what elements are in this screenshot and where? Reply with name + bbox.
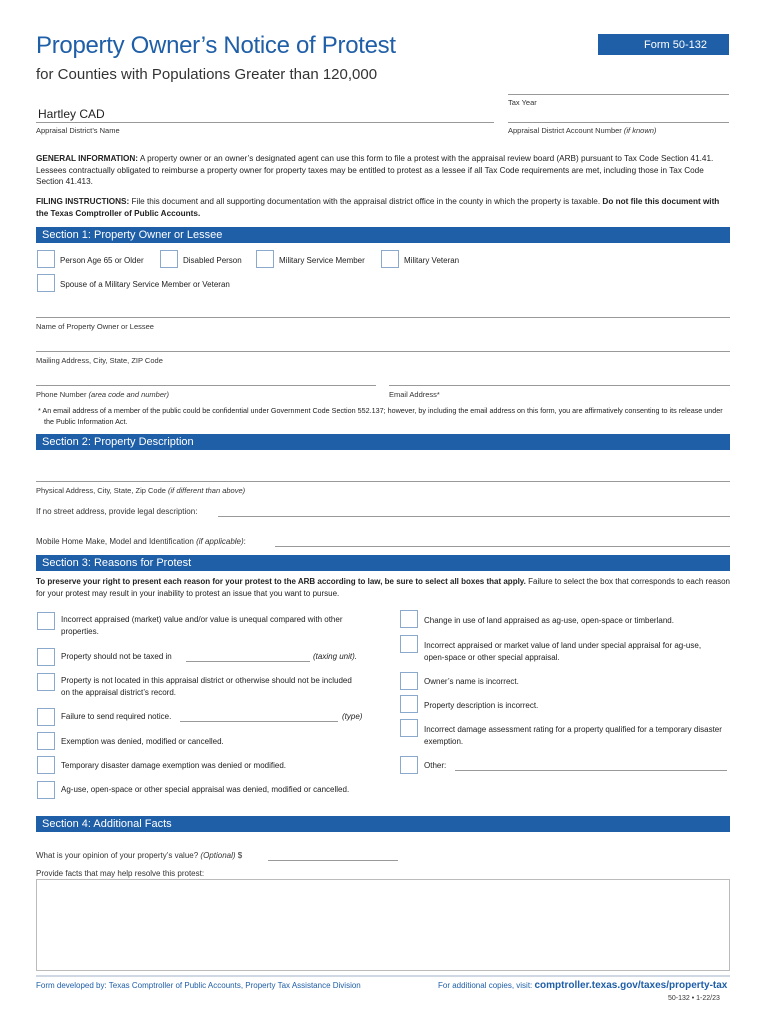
account-number-line[interactable] xyxy=(508,122,729,123)
reason-disaster-exemption-label: Temporary disaster damage exemption was denied or modified. xyxy=(61,761,287,770)
reason-property-description-label: Property description is incorrect. xyxy=(424,701,539,710)
reason-unequal-value-checkbox[interactable] xyxy=(37,612,55,630)
reason-owner-name-checkbox[interactable] xyxy=(400,672,418,690)
email-label: Email Address* xyxy=(389,390,440,399)
reason-not-located-checkbox[interactable] xyxy=(37,673,55,691)
reason-not-taxed-label: Property should not be taxed in xyxy=(61,652,172,661)
taxing-unit-note: (taxing unit). xyxy=(313,652,358,661)
reason-property-description-checkbox[interactable] xyxy=(400,695,418,713)
mailing-address-label: Mailing Address, City, State, ZIP Code xyxy=(36,356,163,365)
email-footnote: * An email address of a member of the public could be confidential under Government Code Section 552.137; however, by including the email address on this form, you are affirmatively consenting to its release under the Public Information Act. xyxy=(38,406,723,426)
age-65-label: Person Age 65 or Older xyxy=(60,256,144,265)
reason-change-in-use-label: Change in use of land appraised as ag-use, open-space or timberland. xyxy=(424,616,674,625)
reason-not-taxed-checkbox[interactable] xyxy=(37,648,55,666)
section4-header: Section 4: Additional Facts xyxy=(36,816,730,832)
reason-disaster-exemption-checkbox[interactable] xyxy=(37,756,55,774)
owner-name-line[interactable] xyxy=(36,317,730,318)
email-line[interactable] xyxy=(389,385,730,386)
footer-url-link[interactable]: comptroller.texas.gov/taxes/property-tax xyxy=(534,980,728,991)
footer-divider xyxy=(36,975,730,977)
military-spouse-checkbox[interactable] xyxy=(37,274,55,292)
military-service-member-label: Military Service Member xyxy=(279,256,365,265)
reason-change-in-use-checkbox[interactable] xyxy=(400,610,418,628)
tax-year-line[interactable] xyxy=(508,94,729,95)
mailing-address-line[interactable] xyxy=(36,351,730,352)
account-number-label: Appraisal District Account Number (if known) xyxy=(508,126,657,135)
owner-name-label: Name of Property Owner or Lessee xyxy=(36,322,154,331)
form-number-badge: Form 50-132 xyxy=(598,34,729,55)
reason-ag-use-label: Ag-use, open-space or other special appraisal was denied, modified or cancelled. xyxy=(61,785,350,794)
military-spouse-label: Spouse of a Military Service Member or Veteran xyxy=(60,280,230,289)
mobile-home-label: Mobile Home Make, Model and Identification (if applicable): xyxy=(36,537,246,546)
reason-exemption-label: Exemption was denied, modified or cancelled. xyxy=(61,737,224,746)
taxing-unit-line[interactable] xyxy=(186,661,310,662)
reason-special-appraisal-checkbox[interactable] xyxy=(400,635,418,653)
section3-header: Section 3: Reasons for Protest xyxy=(36,555,730,571)
facts-label: Provide facts that may help resolve this protest: xyxy=(36,869,205,878)
military-service-member-checkbox[interactable] xyxy=(256,250,274,268)
reason-unequal-value-label: Incorrect appraised (market) value and/or value is unequal compared with other properties. xyxy=(61,615,343,636)
legal-description-line[interactable] xyxy=(218,516,730,517)
general-information: GENERAL INFORMATION: A property owner or an owner’s designated agent can use this form to file a protest with the appraisal review board (ARB) pursuant to Tax Code Section 41.41. Lessees contractually obligated to reimburse a property owner for property taxes may be entitled to protest as a lessee if all Tax Code requirements are met, including those in Tax Code Section 41.413. xyxy=(36,154,714,186)
reason-owner-name-label: Owner’s name is incorrect. xyxy=(424,677,519,686)
form-title: Property Owner’s Notice of Protest xyxy=(36,32,396,59)
reasons-intro: To preserve your right to present each reason for your protest to the ARB according to law, be sure to select all boxes that apply. Failure to select the box that corresponds to each reason for your protest may result in your inability to protest an issue that you want to pursue. xyxy=(36,577,731,598)
physical-address-line[interactable] xyxy=(36,481,730,482)
reason-notice-checkbox[interactable] xyxy=(37,708,55,726)
reason-ag-use-checkbox[interactable] xyxy=(37,781,55,799)
appraisal-district-label: Appraisal District’s Name xyxy=(36,126,120,135)
mobile-home-line[interactable] xyxy=(275,546,730,547)
military-veteran-label: Military Veteran xyxy=(404,256,460,265)
filing-instructions: FILING INSTRUCTIONS: File this document and all supporting documentation with the appraisal district office in the county in which the property is taxable. Do not file this document with the Texas Comptroller of Public Accounts. xyxy=(36,197,720,218)
opinion-value-label: What is your opinion of your property’s value? (Optional) $ xyxy=(36,851,243,860)
reason-damage-rating-label: Incorrect damage assessment rating for a property qualified for a temporary disaster exemption. xyxy=(424,725,722,746)
form-subtitle: for Counties with Populations Greater than 120,000 xyxy=(36,66,378,83)
reason-special-appraisal-label: Incorrect appraised or market value of land under special appraisal for ag-use, open-space or other special appraisal. xyxy=(424,641,702,662)
disabled-person-checkbox[interactable] xyxy=(160,250,178,268)
footer-developed-by: Form developed by: Texas Comptroller of Public Accounts, Property Tax Assistance Division xyxy=(36,981,361,990)
reason-damage-rating-checkbox[interactable] xyxy=(400,719,418,737)
appraisal-district-line xyxy=(36,122,494,123)
physical-address-label: Physical Address, City, State, Zip Code (if different than above) xyxy=(36,486,246,495)
age-65-checkbox[interactable] xyxy=(37,250,55,268)
reason-exemption-checkbox[interactable] xyxy=(37,732,55,750)
reason-other-label: Other: xyxy=(424,761,447,770)
section2-header: Section 2: Property Description xyxy=(36,434,730,450)
opinion-value-line[interactable] xyxy=(268,860,398,861)
military-veteran-checkbox[interactable] xyxy=(381,250,399,268)
phone-line[interactable] xyxy=(36,385,376,386)
section1-header: Section 1: Property Owner or Lessee xyxy=(36,227,730,243)
reason-other-checkbox[interactable] xyxy=(400,756,418,774)
notice-type-note: (type) xyxy=(342,712,363,721)
footer-form-code: 50-132 • 1-22/23 xyxy=(668,995,720,1002)
disabled-person-label: Disabled Person xyxy=(183,256,242,265)
reason-not-located-label: Property is not located in this appraisal district or otherwise should not be included on the appraisal district’s record. xyxy=(61,676,352,697)
facts-textarea[interactable] xyxy=(36,879,730,971)
appraisal-district-value[interactable]: Hartley CAD xyxy=(38,107,105,121)
phone-label: Phone Number (area code and number) xyxy=(36,390,170,399)
tax-year-label: Tax Year xyxy=(508,98,537,107)
reason-other-line[interactable] xyxy=(455,770,727,771)
notice-type-line[interactable] xyxy=(180,721,338,722)
reason-notice-label: Failure to send required notice. xyxy=(61,712,172,721)
footer-copies: For additional copies, visit: comptroller.texas.gov/taxes/property-tax xyxy=(438,980,728,991)
legal-description-label: If no street address, provide legal description: xyxy=(36,507,198,516)
